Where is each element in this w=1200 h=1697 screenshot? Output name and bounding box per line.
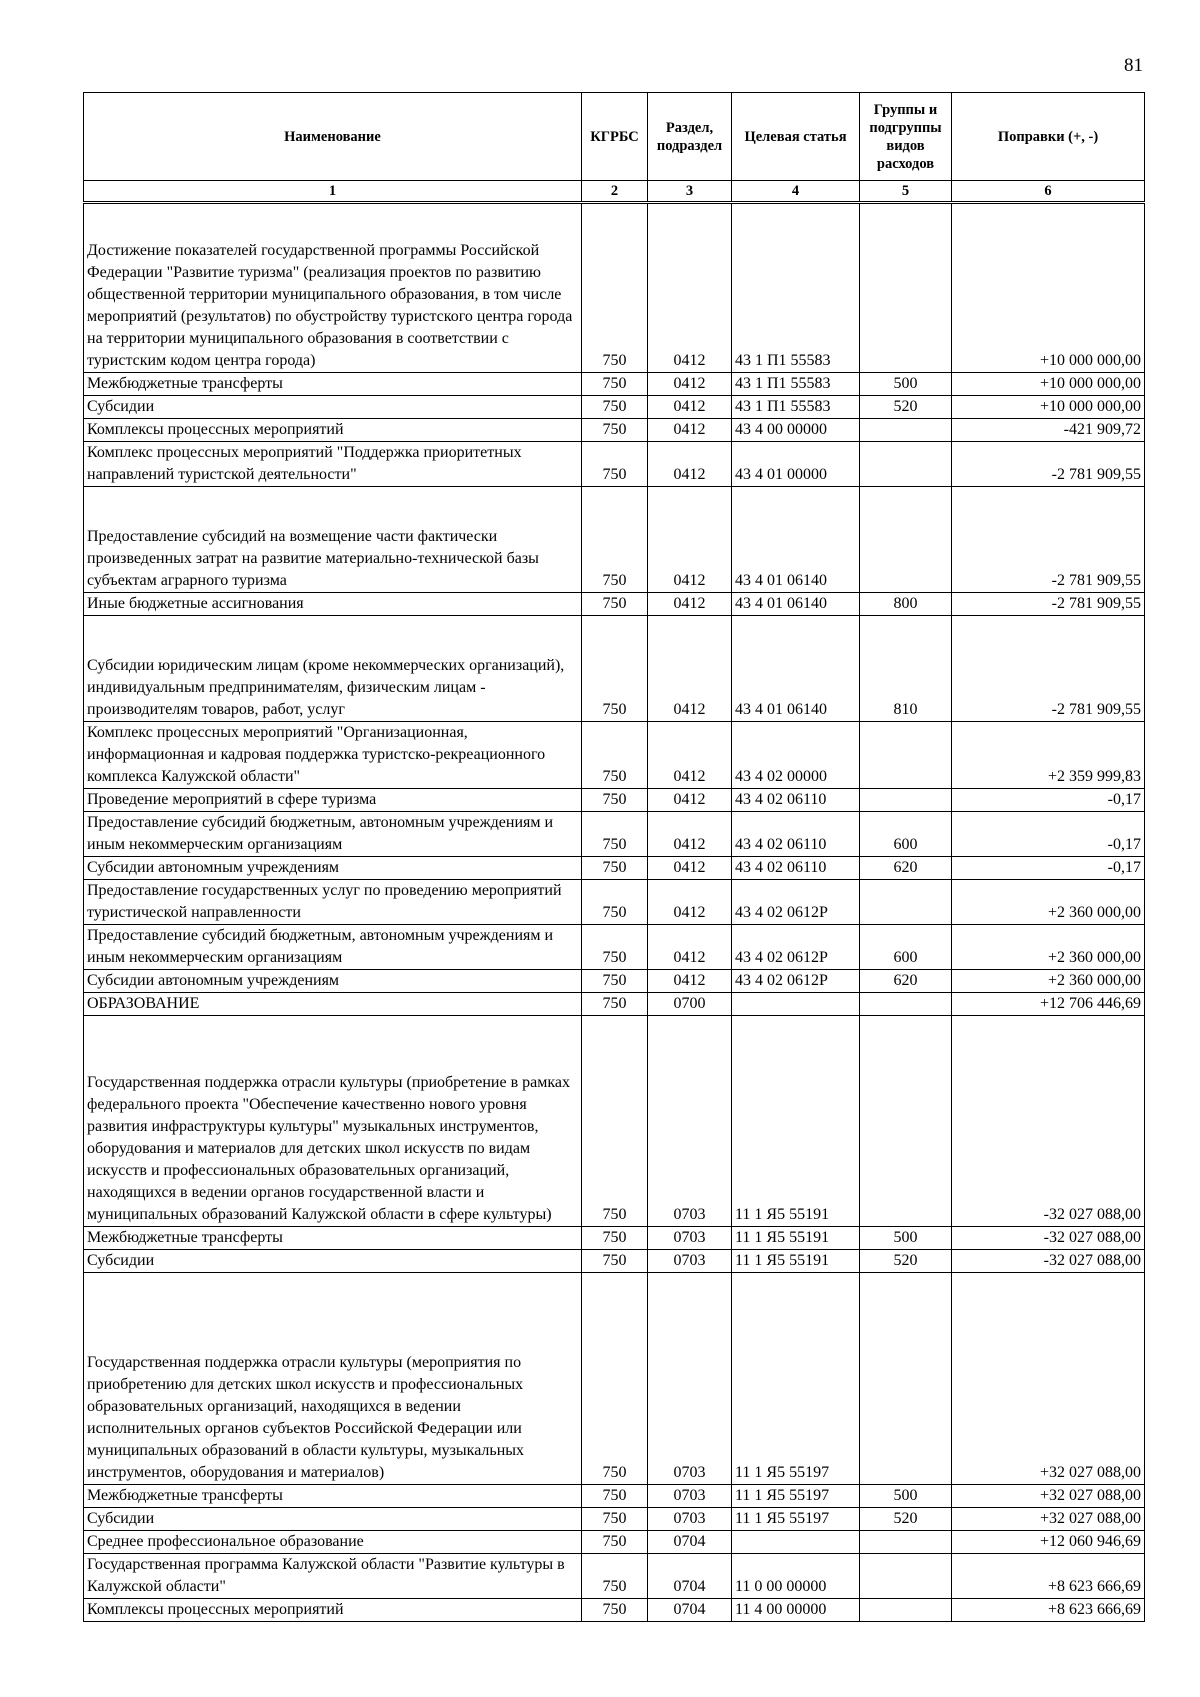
column-number: 3	[648, 181, 732, 203]
row-amount: +2 359 999,83	[952, 722, 1145, 789]
row-name: Достижение показателей государственной программы Российской Федерации "Развитие туризма" (реализация проектов по развитию общественной территории муниципального образования, в том числе мероприятий (результатов) по обустройству туристского центра города на территории муниципального образования в соответствии с туристским кодом центра города)	[84, 203, 582, 373]
table-row	[84, 396, 1145, 419]
row-group	[860, 1554, 952, 1599]
column-number: 2	[582, 181, 648, 203]
row-section: 0704	[648, 1531, 732, 1554]
row-kgrbs: 750	[582, 1016, 648, 1227]
table-row	[84, 487, 1145, 593]
row-amount: -0,17	[952, 857, 1145, 880]
row-section: 0412	[648, 616, 732, 722]
row-group: 500	[860, 1227, 952, 1250]
row-target: 11 1 Я5 55191	[732, 1016, 860, 1227]
table-row	[84, 880, 1145, 925]
row-amount: -32 027 088,00	[952, 1227, 1145, 1250]
row-target: 43 4 01 06140	[732, 616, 860, 722]
row-target: 43 4 02 06110	[732, 789, 860, 812]
row-target	[732, 1531, 860, 1554]
table-row	[84, 1531, 1145, 1554]
row-group: 520	[860, 1250, 952, 1273]
row-target: 43 1 П1 55583	[732, 203, 860, 373]
row-kgrbs: 750	[582, 1250, 648, 1273]
row-kgrbs: 750	[582, 616, 648, 722]
row-group	[860, 993, 952, 1016]
row-target: 43 4 02 06110	[732, 812, 860, 857]
row-kgrbs: 750	[582, 812, 648, 857]
row-name: Иные бюджетные ассигнования	[84, 593, 582, 616]
row-name: Межбюджетные трансферты	[84, 1485, 582, 1508]
row-name: Комплекс процессных мероприятий "Организационная, информационная и кадровая поддержка туристско-рекреационного комплекса Калужской области"	[84, 722, 582, 789]
row-name: Межбюджетные трансферты	[84, 1227, 582, 1250]
table-row	[84, 722, 1145, 789]
row-group: 800	[860, 593, 952, 616]
table-row	[84, 1016, 1145, 1227]
row-kgrbs: 750	[582, 1485, 648, 1508]
row-target: 43 1 П1 55583	[732, 396, 860, 419]
row-kgrbs: 750	[582, 993, 648, 1016]
row-section: 0704	[648, 1599, 732, 1622]
row-group: 500	[860, 373, 952, 396]
row-amount: +12 706 446,69	[952, 993, 1145, 1016]
row-name: Предоставление государственных услуг по проведению мероприятий туристической направленности	[84, 880, 582, 925]
row-name: Субсидии юридическим лицам (кроме некоммерческих организаций), индивидуальным предпринимателям, физическим лицам - производителям товаров, работ, услуг	[84, 616, 582, 722]
row-name: Государственная поддержка отрасли культуры (приобретение в рамках федерального проекта "Обеспечение качественно нового уровня развития инфраструктуры культуры" музыкальных инструментов, оборудования и материалов для детских школ искусств по видам искусств и профессиональных образовательных организаций, находящихся в ведении органов государственной власти и муниципальных образований Калужской области в сфере культуры)	[84, 1016, 582, 1227]
row-group	[860, 419, 952, 442]
table-row	[84, 1599, 1145, 1622]
row-section: 0412	[648, 442, 732, 487]
row-target: 43 4 02 0612Р	[732, 880, 860, 925]
row-target: 11 1 Я5 55191	[732, 1250, 860, 1273]
column-number: 4	[732, 181, 860, 203]
row-name: Субсидии	[84, 1508, 582, 1531]
row-amount: -32 027 088,00	[952, 1016, 1145, 1227]
table-row	[84, 993, 1145, 1016]
row-kgrbs: 750	[582, 442, 648, 487]
row-kgrbs: 750	[582, 1599, 648, 1622]
row-group	[860, 789, 952, 812]
row-name: Комплекс процессных мероприятий "Поддержка приоритетных направлений туристской деятельности"	[84, 442, 582, 487]
row-target: 11 1 Я5 55191	[732, 1227, 860, 1250]
row-section: 0412	[648, 925, 732, 970]
row-amount: -421 909,72	[952, 419, 1145, 442]
row-section: 0412	[648, 487, 732, 593]
row-name: Государственная поддержка отрасли культуры (мероприятия по приобретению для детских школ искусств и профессиональных образовательных организаций, находящихся в ведении исполнительных органов субъектов Российской Федерации или муниципальных образований в области культуры, музыкальных инструментов, оборудования и материалов)	[84, 1273, 582, 1485]
row-target: 43 1 П1 55583	[732, 373, 860, 396]
row-group: 620	[860, 970, 952, 993]
row-section: 0412	[648, 789, 732, 812]
row-amount: -0,17	[952, 812, 1145, 857]
row-kgrbs: 750	[582, 1227, 648, 1250]
row-name: Среднее профессиональное образование	[84, 1531, 582, 1554]
header-name: Наименование	[84, 93, 582, 181]
row-target: 11 1 Я5 55197	[732, 1485, 860, 1508]
row-section: 0704	[648, 1554, 732, 1599]
row-amount: +10 000 000,00	[952, 396, 1145, 419]
row-target: 43 4 02 0612Р	[732, 925, 860, 970]
row-name: Межбюджетные трансферты	[84, 373, 582, 396]
row-amount: -0,17	[952, 789, 1145, 812]
row-group	[860, 722, 952, 789]
row-amount: +32 027 088,00	[952, 1508, 1145, 1531]
table-row	[84, 593, 1145, 616]
table-row	[84, 925, 1145, 970]
row-amount: +32 027 088,00	[952, 1273, 1145, 1485]
row-group	[860, 1599, 952, 1622]
table-row	[84, 789, 1145, 812]
row-amount: -2 781 909,55	[952, 442, 1145, 487]
row-amount: -2 781 909,55	[952, 487, 1145, 593]
row-target: 11 0 00 00000	[732, 1554, 860, 1599]
table-row	[84, 1227, 1145, 1250]
row-kgrbs: 750	[582, 722, 648, 789]
row-section: 0412	[648, 722, 732, 789]
row-name: Субсидии	[84, 396, 582, 419]
row-target: 43 4 02 0612Р	[732, 970, 860, 993]
row-amount: +2 360 000,00	[952, 925, 1145, 970]
row-target: 43 4 01 06140	[732, 593, 860, 616]
row-name: Предоставление субсидий бюджетным, автономным учреждениям и иным некоммерческим организациям	[84, 925, 582, 970]
row-kgrbs: 750	[582, 789, 648, 812]
row-amount: -32 027 088,00	[952, 1250, 1145, 1273]
row-section: 0700	[648, 993, 732, 1016]
row-group	[860, 880, 952, 925]
row-kgrbs: 750	[582, 396, 648, 419]
table-row	[84, 442, 1145, 487]
row-kgrbs: 750	[582, 1554, 648, 1599]
row-name: Предоставление субсидий бюджетным, автономным учреждениям и иным некоммерческим организациям	[84, 812, 582, 857]
row-amount: +8 623 666,69	[952, 1554, 1145, 1599]
row-kgrbs: 750	[582, 1508, 648, 1531]
row-amount: +32 027 088,00	[952, 1485, 1145, 1508]
row-section: 0703	[648, 1227, 732, 1250]
row-amount: +12 060 946,69	[952, 1531, 1145, 1554]
column-number: 1	[84, 181, 582, 203]
row-group: 600	[860, 812, 952, 857]
row-group: 620	[860, 857, 952, 880]
row-group: 500	[860, 1485, 952, 1508]
row-target: 43 4 00 00000	[732, 419, 860, 442]
table-row	[84, 857, 1145, 880]
row-target: 43 4 01 06140	[732, 487, 860, 593]
row-group	[860, 1016, 952, 1227]
table-row	[84, 970, 1145, 993]
row-group: 520	[860, 396, 952, 419]
table-row	[84, 1250, 1145, 1273]
table-row	[84, 812, 1145, 857]
row-group: 810	[860, 616, 952, 722]
row-group	[860, 442, 952, 487]
header-amount: Поправки (+, -)	[952, 93, 1145, 181]
row-kgrbs: 750	[582, 1273, 648, 1485]
row-name: Субсидии	[84, 1250, 582, 1273]
row-name: Субсидии автономным учреждениям	[84, 970, 582, 993]
table-row	[84, 616, 1145, 722]
table-row	[84, 373, 1145, 396]
row-section: 0412	[648, 419, 732, 442]
column-number-row	[84, 181, 1145, 203]
row-amount: +10 000 000,00	[952, 203, 1145, 373]
row-target: 43 4 02 00000	[732, 722, 860, 789]
row-amount: +8 623 666,69	[952, 1599, 1145, 1622]
row-kgrbs: 750	[582, 203, 648, 373]
row-section: 0412	[648, 203, 732, 373]
row-target: 43 4 02 06110	[732, 857, 860, 880]
row-name: Предоставление субсидий на возмещение части фактически произведенных затрат на развитие материально-технической базы субъектам аграрного туризма	[84, 487, 582, 593]
row-kgrbs: 750	[582, 419, 648, 442]
row-group	[860, 203, 952, 373]
row-section: 0412	[648, 812, 732, 857]
row-section: 0412	[648, 880, 732, 925]
row-amount: +2 360 000,00	[952, 880, 1145, 925]
row-group	[860, 487, 952, 593]
row-target: 11 1 Я5 55197	[732, 1508, 860, 1531]
row-name: Комплексы процессных мероприятий	[84, 1599, 582, 1622]
row-section: 0703	[648, 1016, 732, 1227]
row-name: Субсидии автономным учреждениям	[84, 857, 582, 880]
table-row	[84, 419, 1145, 442]
table-body	[84, 203, 1145, 1622]
budget-table	[83, 92, 1145, 1622]
row-section: 0412	[648, 373, 732, 396]
row-section: 0412	[648, 593, 732, 616]
row-target	[732, 993, 860, 1016]
row-section: 0703	[648, 1508, 732, 1531]
row-kgrbs: 750	[582, 925, 648, 970]
header-group: Группы и подгруппы видов расходов	[860, 93, 952, 181]
row-section: 0412	[648, 970, 732, 993]
row-group	[860, 1273, 952, 1485]
row-section: 0412	[648, 857, 732, 880]
row-name: Комплексы процессных мероприятий	[84, 419, 582, 442]
table-row	[84, 1554, 1145, 1599]
row-amount: -2 781 909,55	[952, 616, 1145, 722]
row-name: Проведение мероприятий в сфере туризма	[84, 789, 582, 812]
row-section: 0703	[648, 1250, 732, 1273]
row-target: 11 4 00 00000	[732, 1599, 860, 1622]
row-kgrbs: 750	[582, 970, 648, 993]
row-kgrbs: 750	[582, 1531, 648, 1554]
row-group: 520	[860, 1508, 952, 1531]
row-kgrbs: 750	[582, 857, 648, 880]
row-group	[860, 1531, 952, 1554]
table-row	[84, 1508, 1145, 1531]
row-amount: -2 781 909,55	[952, 593, 1145, 616]
row-group: 600	[860, 925, 952, 970]
row-section: 0412	[648, 396, 732, 419]
row-kgrbs: 750	[582, 373, 648, 396]
row-kgrbs: 750	[582, 593, 648, 616]
row-section: 0703	[648, 1485, 732, 1508]
header-row	[84, 93, 1145, 181]
row-target: 11 1 Я5 55197	[732, 1273, 860, 1485]
table-row	[84, 1485, 1145, 1508]
row-section: 0703	[648, 1273, 732, 1485]
row-name: ОБРАЗОВАНИЕ	[84, 993, 582, 1016]
row-amount: +10 000 000,00	[952, 373, 1145, 396]
table-row	[84, 203, 1145, 373]
table-row	[84, 1273, 1145, 1485]
row-name: Государственная программа Калужской области "Развитие культуры в Калужской области"	[84, 1554, 582, 1599]
column-number: 6	[952, 181, 1145, 203]
header-target: Целевая статья	[732, 93, 860, 181]
header-section: Раздел, подраздел	[648, 93, 732, 181]
row-target: 43 4 01 00000	[732, 442, 860, 487]
row-kgrbs: 750	[582, 880, 648, 925]
row-amount: +2 360 000,00	[952, 970, 1145, 993]
column-number: 5	[860, 181, 952, 203]
page-number: 81	[1124, 55, 1143, 76]
row-kgrbs: 750	[582, 487, 648, 593]
header-kgrbs: КГРБС	[582, 93, 648, 181]
